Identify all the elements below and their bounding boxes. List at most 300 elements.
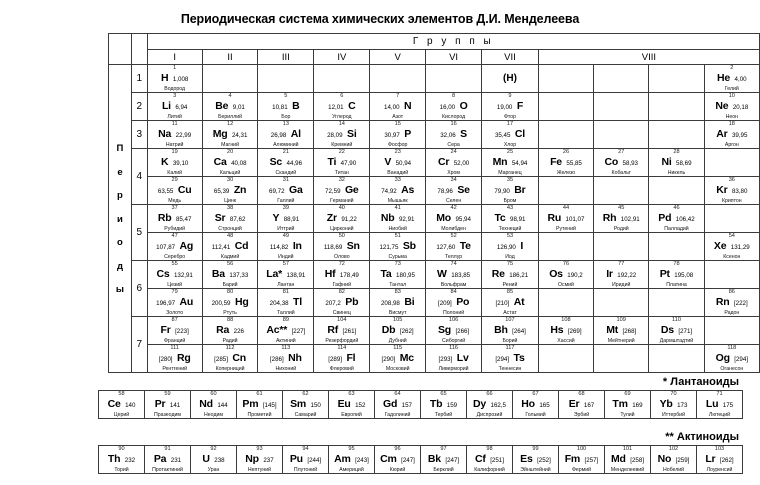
atomic-mass: [266] <box>455 327 470 335</box>
atomic-number: 34 <box>450 177 457 183</box>
element-symbol: He <box>717 71 731 84</box>
symbol-mass-line <box>605 452 650 466</box>
atomic-number: 70 <box>670 391 677 397</box>
element-cell-Cd[interactable] <box>202 233 258 261</box>
table-row <box>109 205 760 233</box>
atomic-number: 8 <box>452 93 456 99</box>
atomic-mass: 12,01 <box>328 103 344 111</box>
element-symbol: Sn <box>346 239 360 252</box>
atomic-number: 49 <box>282 233 289 239</box>
empty-cell <box>649 93 704 121</box>
symbol-mass-line <box>426 267 481 281</box>
symbol-mass-line <box>148 127 202 141</box>
element-cell-Pd[interactable] <box>649 205 704 233</box>
symbol-mass-line <box>258 183 313 197</box>
element-symbol: Nb <box>380 211 395 224</box>
element-cell-Sn[interactable] <box>314 233 370 261</box>
actinide-cell-Pa[interactable] <box>145 446 191 474</box>
symbol-mass-line <box>314 295 369 309</box>
element-symbol: Mn <box>492 155 508 168</box>
lanthanide-cell-Dy[interactable] <box>467 391 513 419</box>
element-name: Дубний <box>388 337 407 344</box>
element-cell-Ga[interactable] <box>258 177 314 205</box>
symbol-mass-line <box>426 155 481 169</box>
element-cell-Cr[interactable] <box>426 149 482 177</box>
period-number-1: 1 <box>131 65 147 93</box>
symbol-mass-line <box>375 397 420 411</box>
element-cell-Rh[interactable] <box>594 205 649 233</box>
symbol-mass-line <box>649 267 703 281</box>
element-cell-Au[interactable] <box>147 289 202 317</box>
element-cell-Re[interactable] <box>482 261 539 289</box>
element-name: Иттербий <box>662 411 685 418</box>
element-symbol: Cf <box>475 452 486 465</box>
element-cell-Ta[interactable] <box>370 261 426 289</box>
actinide-cell-Th[interactable] <box>99 446 145 474</box>
symbol-mass-line <box>258 295 313 309</box>
atomic-mass: [294] <box>734 355 749 363</box>
actinide-cell-Es[interactable] <box>513 446 559 474</box>
element-symbol: P <box>404 127 412 140</box>
element-cell-Fl[interactable] <box>314 345 370 373</box>
symbol-mass-line <box>258 99 313 113</box>
element-name: Иридий <box>612 281 631 288</box>
element-name: Резерфордий <box>325 337 359 344</box>
atomic-number: 57 <box>282 261 289 267</box>
element-name: Теллур <box>445 253 463 260</box>
element-cell-Ba[interactable] <box>202 261 258 289</box>
element-name: Рутений <box>556 225 576 232</box>
lanthanide-cell-Pm[interactable] <box>237 391 283 419</box>
element-symbol: Np <box>245 452 259 465</box>
lanthanide-cell-Yb[interactable] <box>651 391 697 419</box>
atomic-number: 62 <box>302 391 309 397</box>
element-cell-Db[interactable] <box>370 317 426 345</box>
lanthanide-cell-Er[interactable] <box>559 391 605 419</box>
element-cell-Ar[interactable] <box>704 121 759 149</box>
symbol-mass-line <box>559 452 604 466</box>
actinide-cell-Cm[interactable] <box>375 446 421 474</box>
element-cell-Si[interactable] <box>314 121 370 149</box>
element-cell-Zn[interactable] <box>202 177 258 205</box>
symbol-mass-line <box>594 211 648 225</box>
element-cell-S[interactable] <box>426 121 482 149</box>
element-cell-Cu[interactable] <box>147 177 202 205</box>
element-cell-At[interactable] <box>482 289 539 317</box>
element-symbol: Te <box>459 239 471 252</box>
element-symbol: O <box>459 99 468 112</box>
symbol-mass-line <box>370 295 425 309</box>
element-symbol: In <box>292 239 302 252</box>
atomic-mass: 107,87 <box>156 243 176 251</box>
element-symbol: Hg <box>234 295 249 308</box>
atomic-mass: 20,18 <box>732 103 749 111</box>
atomic-mass: [244] <box>307 456 322 464</box>
element-cell-Mn[interactable] <box>482 149 539 177</box>
empty-cell <box>538 289 593 317</box>
element-cell-Rn[interactable] <box>704 289 759 317</box>
element-cell-Te[interactable] <box>426 233 482 261</box>
lanthanide-cell-Eu[interactable] <box>329 391 375 419</box>
element-cell-V[interactable] <box>370 149 426 177</box>
atomic-number: 104 <box>337 317 347 323</box>
element-cell-Kr[interactable] <box>704 177 759 205</box>
periods-label <box>109 65 132 373</box>
empty-cell <box>314 65 370 93</box>
element-cell-Tc[interactable] <box>482 205 539 233</box>
actinide-cell-Fm[interactable] <box>559 446 605 474</box>
atomic-mass: 152 <box>355 401 366 409</box>
element-name: Кремний <box>331 141 353 148</box>
actinide-cell-No[interactable] <box>651 446 697 474</box>
atomic-mass: 165 <box>539 401 550 409</box>
element-cell-Nh[interactable] <box>258 345 314 373</box>
element-symbol: Gd <box>383 397 398 410</box>
table-row <box>109 177 760 205</box>
atomic-mass: [243] <box>355 456 369 464</box>
element-cell-B[interactable] <box>258 93 314 121</box>
atomic-number: 106 <box>448 317 459 323</box>
element-symbol: Zn <box>233 183 247 196</box>
element-symbol: Os <box>549 267 563 280</box>
symbol-mass-line <box>651 397 696 411</box>
group-header-II: II <box>202 50 258 65</box>
element-cell-Nb[interactable] <box>370 205 426 233</box>
element-cell-Mo[interactable] <box>426 205 482 233</box>
element-name: Оганесон <box>720 365 744 372</box>
element-name: Алюминий <box>273 141 299 148</box>
atomic-number: 93 <box>256 446 263 452</box>
element-cell-Sr[interactable] <box>202 205 258 233</box>
element-name: Протактиний <box>152 466 183 473</box>
element-cell-Hf[interactable] <box>314 261 370 289</box>
element-cell-Bh[interactable] <box>482 317 539 345</box>
element-name: Теннесин <box>498 365 522 372</box>
atomic-mass: 112,41 <box>211 243 231 251</box>
element-cell-Se[interactable] <box>426 177 482 205</box>
element-cell-P[interactable] <box>370 121 426 149</box>
actinide-cell-U[interactable] <box>191 446 237 474</box>
lanthanide-table <box>98 390 743 419</box>
element-symbol: Pa <box>153 452 167 465</box>
empty-cell <box>594 289 649 317</box>
element-cell-H[interactable] <box>147 65 202 93</box>
element-cell-La[interactable] <box>258 261 314 289</box>
element-cell-K[interactable] <box>147 149 202 177</box>
element-cell-Li[interactable] <box>147 93 202 121</box>
table-row <box>109 345 760 373</box>
element-symbol: N <box>403 99 412 112</box>
element-cell-Y[interactable] <box>258 205 314 233</box>
element-cell-Sb[interactable] <box>370 233 426 261</box>
atomic-number: 6 <box>340 93 344 99</box>
atomic-number: 24 <box>450 149 457 155</box>
element-cell-F[interactable] <box>482 93 539 121</box>
element-cell-Rb[interactable] <box>147 205 202 233</box>
element-cell-N[interactable] <box>370 93 426 121</box>
lanthanide-cell-Nd[interactable] <box>191 391 237 419</box>
symbol-mass-line <box>283 397 328 411</box>
symbol-mass-line <box>513 397 558 411</box>
lanthanide-cell-Tm[interactable] <box>605 391 651 419</box>
element-cell-Cn[interactable] <box>202 345 258 373</box>
actinide-cell-Cf[interactable] <box>467 446 513 474</box>
lanthanide-cell-Pr[interactable] <box>145 391 191 419</box>
element-symbol: Tm <box>612 397 628 410</box>
element-cell-Co[interactable] <box>594 149 649 177</box>
element-cell-Ge[interactable] <box>314 177 370 205</box>
symbol-mass-line <box>148 351 202 365</box>
atomic-mass: 72,59 <box>325 187 341 195</box>
element-symbol: Pd <box>658 211 672 224</box>
atomic-number: 35 <box>506 177 514 183</box>
atomic-number: 100 <box>576 446 587 452</box>
element-cell-C[interactable] <box>314 93 370 121</box>
element-symbol: Pu <box>289 452 303 465</box>
atomic-mass: 232 <box>124 456 136 464</box>
element-name: Натрий <box>165 141 184 148</box>
atomic-mass: [264] <box>512 327 526 335</box>
element-cell-Ir[interactable] <box>594 261 649 289</box>
element-cell-Os[interactable] <box>538 261 593 289</box>
atomic-mass: 78,96 <box>437 187 453 195</box>
element-cell-Ra[interactable] <box>202 317 258 345</box>
atomic-mass: 39,10 <box>172 159 189 167</box>
element-symbol: Cr <box>437 155 450 168</box>
symbol-mass-line <box>482 351 538 365</box>
element-name: Магний <box>221 141 239 148</box>
lanthanide-cell-Ho[interactable] <box>513 391 559 419</box>
element-name: Хром <box>447 169 460 176</box>
symbol-mass-line <box>539 323 593 337</box>
element-cell-Cs[interactable] <box>147 261 202 289</box>
atomic-mass: 131,29 <box>730 243 750 251</box>
atomic-number: 66 <box>486 391 493 397</box>
element-cell-Sc[interactable] <box>258 149 314 177</box>
actinide-cell-Lr[interactable] <box>697 446 743 474</box>
atomic-number: 45 <box>618 205 625 211</box>
atomic-number: 107 <box>505 317 515 323</box>
element-symbol: Rn <box>715 295 730 308</box>
empty-cell <box>704 261 759 289</box>
element-cell-Ru[interactable] <box>538 205 593 233</box>
element-cell-Zr[interactable] <box>314 205 370 233</box>
symbol-mass-line <box>191 452 236 466</box>
element-name: Ливерморий <box>438 365 469 372</box>
element-cell-Rf[interactable] <box>314 317 370 345</box>
atomic-number: 30 <box>226 177 234 183</box>
symbol-mass-line <box>258 323 313 337</box>
symbol-mass-line <box>513 452 558 466</box>
element-cell-Tl[interactable] <box>258 289 314 317</box>
atomic-number: 86 <box>728 289 735 295</box>
atomic-number: 63 <box>348 391 355 397</box>
element-cell-Bi[interactable] <box>370 289 426 317</box>
atomic-mass: 63,55 <box>157 187 174 195</box>
atomic-number: 3 <box>173 93 177 99</box>
element-name: Мейтнерий <box>607 337 635 344</box>
actinide-cell-Am[interactable] <box>329 446 375 474</box>
atomic-number: 103 <box>714 446 725 452</box>
atomic-number: 28 <box>673 149 680 155</box>
actinide-cell-Pu[interactable] <box>283 446 329 474</box>
lanthanide-cell-Sm[interactable] <box>283 391 329 419</box>
atomic-mass: [286] <box>269 355 284 363</box>
element-symbol: Ta <box>380 267 392 280</box>
element-symbol: Eu <box>337 397 351 410</box>
atomic-mass: 69,72 <box>269 187 285 195</box>
element-cell-Hs[interactable] <box>538 317 593 345</box>
atomic-number: 50 <box>338 233 345 239</box>
element-symbol: Ti <box>327 155 337 168</box>
element-cell-Ts[interactable] <box>482 345 539 373</box>
element-symbol: Mo <box>436 211 451 224</box>
element-cell-Ds[interactable] <box>649 317 704 345</box>
element-name: Гадолиний <box>384 411 411 418</box>
element-symbol: Si <box>347 127 357 140</box>
element-name: Серебро <box>164 253 186 260</box>
element-cell-Al[interactable] <box>258 121 314 149</box>
atomic-mass: 173 <box>677 401 688 409</box>
element-cell-I[interactable] <box>482 233 539 261</box>
atomic-mass: [227] <box>291 327 306 335</box>
actinide-cell-Bk[interactable] <box>421 446 467 474</box>
empty-cell <box>538 177 593 205</box>
element-cell-Na[interactable] <box>147 121 202 149</box>
element-cell-Ac[interactable] <box>258 317 314 345</box>
atomic-number: 118 <box>727 345 737 351</box>
atomic-number: 22 <box>338 149 345 155</box>
element-name: Железо <box>556 169 576 176</box>
table-row <box>109 289 760 317</box>
atomic-mass: 22,99 <box>175 131 192 139</box>
symbol-mass-line <box>421 397 466 411</box>
symbol-mass-line <box>482 211 538 225</box>
empty-cell <box>538 65 593 93</box>
element-cell-Ag[interactable] <box>147 233 202 261</box>
symbol-mass-line <box>605 397 650 411</box>
atomic-number: 99 <box>532 446 539 452</box>
lanthanide-header: * Лантаноиды <box>662 376 739 388</box>
atomic-mass: 55,85 <box>566 159 582 167</box>
element-cell-O[interactable] <box>426 93 482 121</box>
symbol-mass-line <box>482 183 538 197</box>
element-symbol: Yb <box>659 397 673 410</box>
atomic-mass: 126,90 <box>496 243 516 251</box>
atomic-mass: 79,90 <box>494 187 510 195</box>
lanthanide-cell-Gd[interactable] <box>375 391 421 419</box>
element-cell-Ti[interactable] <box>314 149 370 177</box>
element-name: Азот <box>392 113 404 120</box>
empty-cell <box>594 65 649 93</box>
atomic-number: 112 <box>225 345 235 351</box>
element-symbol: Mg <box>212 127 228 140</box>
element-cell-In[interactable] <box>258 233 314 261</box>
element-symbol: Ge <box>344 183 359 196</box>
periods-label-letter-2: р <box>117 190 123 202</box>
element-cell-Mt[interactable] <box>594 317 649 345</box>
element-cell-Mg[interactable] <box>202 121 258 149</box>
actinide-cell-Md[interactable] <box>605 446 651 474</box>
element-name: Иод <box>505 253 515 260</box>
element-cell-Br[interactable] <box>482 177 539 205</box>
atomic-mass: 138,91 <box>286 271 306 279</box>
period-column-corner <box>131 34 147 65</box>
atomic-mass: 74,92 <box>381 187 397 195</box>
atomic-mass: [223] <box>175 327 189 335</box>
element-cell-Be[interactable] <box>202 93 258 121</box>
element-symbol: Tl <box>293 295 302 308</box>
element-symbol: No <box>657 452 672 465</box>
element-cell-Lv[interactable] <box>426 345 482 373</box>
symbol-mass-line <box>203 323 258 337</box>
actinide-cell-Np[interactable] <box>237 446 283 474</box>
empty-cell <box>704 317 759 345</box>
element-cell-Ni[interactable] <box>649 149 704 177</box>
atomic-mass: 14,00 <box>384 103 400 111</box>
element-cell-Ne[interactable] <box>704 93 759 121</box>
lanthanide-cell-Tb[interactable] <box>421 391 467 419</box>
element-symbol: Lr <box>705 452 716 465</box>
periods-label-letter-0: П <box>116 143 124 155</box>
element-cell-As[interactable] <box>370 177 426 205</box>
actinide-header: ** Актиноиды <box>665 431 739 443</box>
element-cell-Ca[interactable] <box>202 149 258 177</box>
element-symbol: Ts <box>513 351 525 364</box>
element-cell-Mc[interactable] <box>370 345 426 373</box>
element-cell-Po[interactable] <box>426 289 482 317</box>
element-symbol: Db <box>381 323 396 336</box>
atomic-mass: 9,01 <box>232 103 245 111</box>
element-cell-Hg[interactable] <box>202 289 258 317</box>
element-cell-Xe[interactable] <box>704 233 759 261</box>
element-name: Сера <box>447 141 460 148</box>
element-symbol: Pt <box>659 267 670 280</box>
element-name: Эйнштейний <box>520 466 551 473</box>
element-name: Уран <box>207 466 220 473</box>
element-name: Менделеевий <box>610 466 645 473</box>
element-cell-Pt[interactable] <box>649 261 704 289</box>
element-symbol: Tb <box>429 397 443 410</box>
element-cell-Sg[interactable] <box>426 317 482 345</box>
element-symbol: As <box>401 183 415 196</box>
element-symbol: Ra <box>216 323 230 336</box>
element-cell-W[interactable] <box>426 261 482 289</box>
symbol-mass-line <box>145 397 190 411</box>
element-symbol: Sr <box>214 211 226 224</box>
element-symbol: Ni <box>661 155 672 168</box>
element-name: Кадмий <box>220 253 240 260</box>
element-cell-Cl[interactable] <box>482 121 539 149</box>
empty-cell <box>704 205 759 233</box>
symbol-mass-line <box>375 452 420 466</box>
empty-cell <box>426 65 482 93</box>
element-name: Кобальт <box>611 169 631 176</box>
element-cell-Fe[interactable] <box>538 149 593 177</box>
element-name: Европий <box>341 411 362 418</box>
element-cell-Rg[interactable] <box>147 345 202 373</box>
element-cell-He[interactable] <box>704 65 759 93</box>
symbol-mass-line <box>148 71 202 85</box>
element-symbol: Ho <box>521 397 535 410</box>
element-cell-Pb[interactable] <box>314 289 370 317</box>
atomic-number: 114 <box>337 345 347 351</box>
atomic-number: 18 <box>728 121 735 127</box>
lanthanide-cell-Ce[interactable] <box>99 391 145 419</box>
element-cell-Fr[interactable] <box>147 317 202 345</box>
lanthanide-cell-Lu[interactable] <box>697 391 743 419</box>
element-cell-Og[interactable] <box>704 345 759 373</box>
